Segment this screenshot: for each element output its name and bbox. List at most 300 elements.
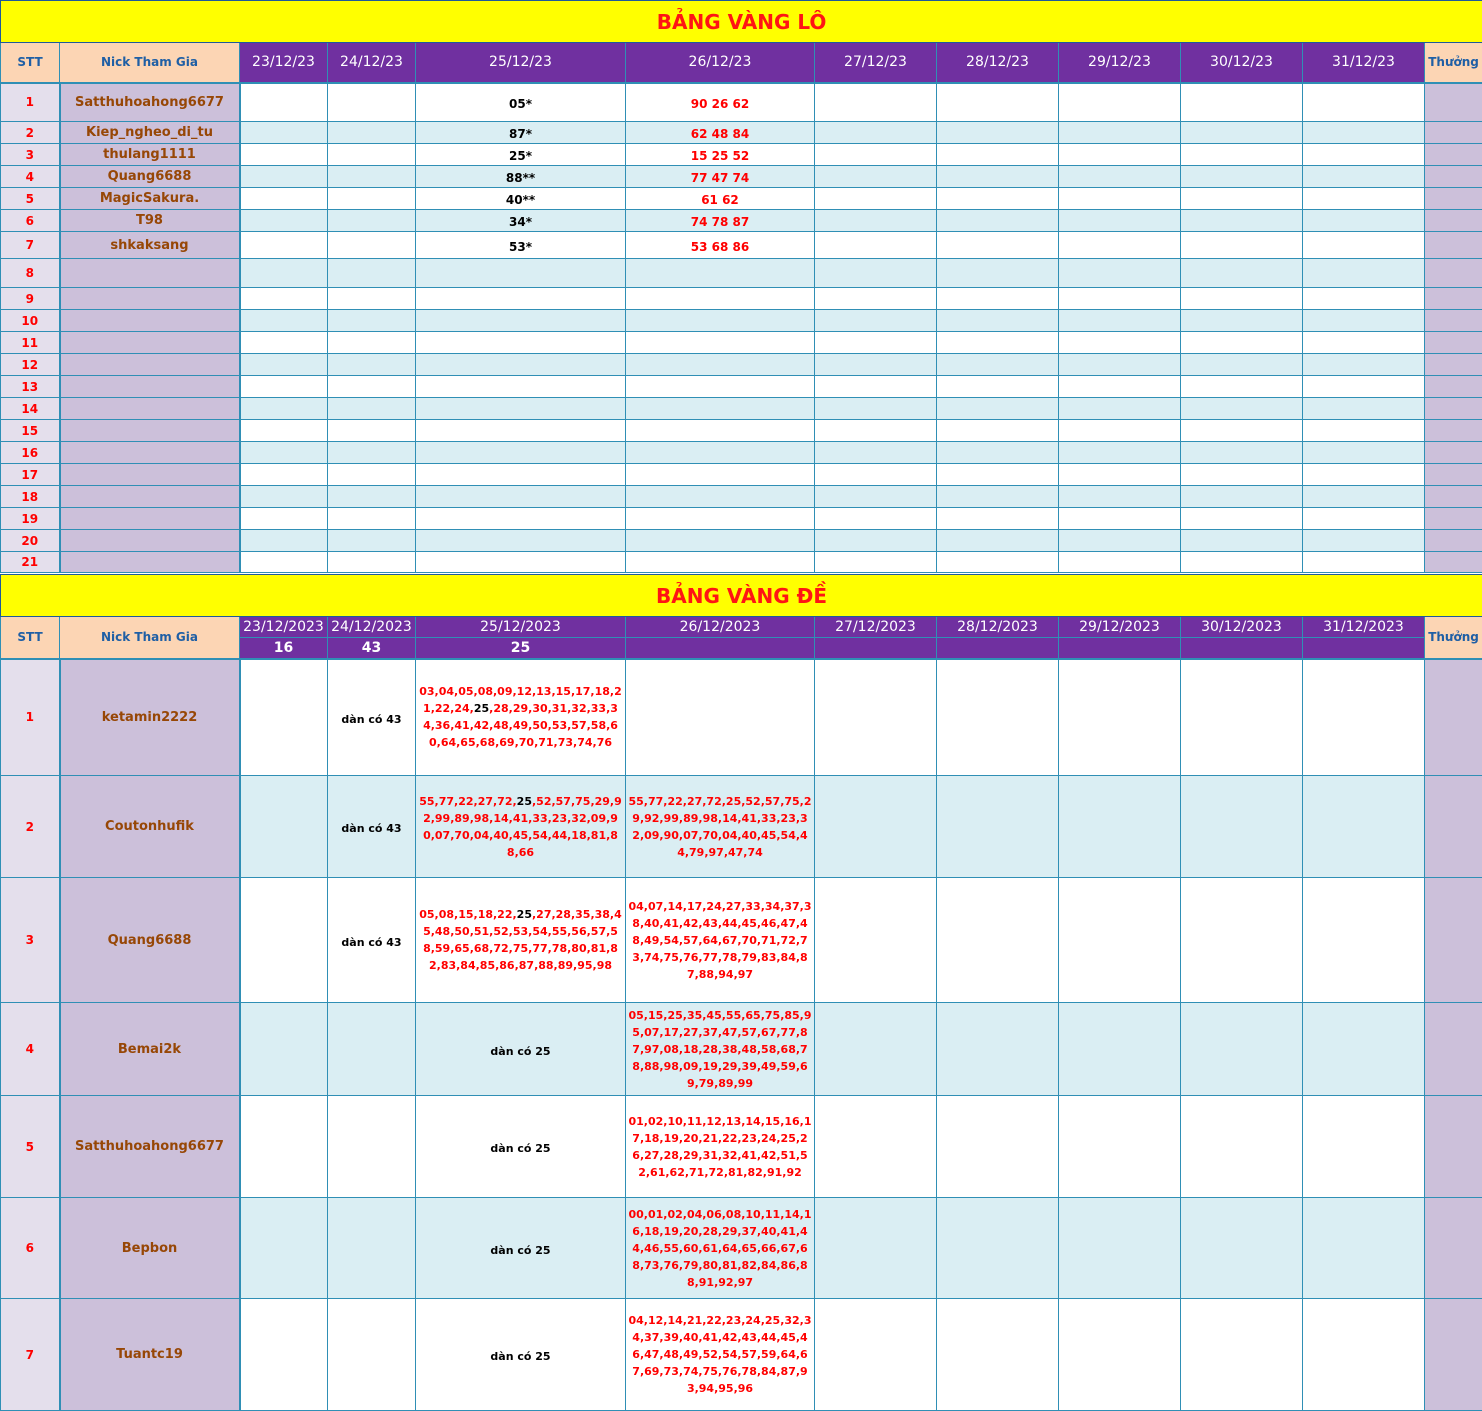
pick-cell[interactable] (1059, 354, 1181, 376)
pick-cell[interactable] (240, 354, 328, 376)
thuong-cell (1425, 1003, 1482, 1096)
pick-cell[interactable] (815, 1198, 937, 1299)
stt-cell: 8 (1, 259, 60, 288)
pick-cell[interactable] (1059, 232, 1181, 259)
thuong-cell (1425, 442, 1482, 464)
pick-cell[interactable] (626, 420, 815, 442)
pick-cell[interactable] (815, 486, 937, 508)
pick-cell[interactable] (240, 878, 328, 1003)
pick-cell[interactable] (1181, 486, 1303, 508)
pick-cell[interactable] (1181, 659, 1303, 776)
pick-cell[interactable] (626, 442, 815, 464)
pick-cell[interactable] (416, 776, 626, 878)
pick-cell[interactable] (1059, 1299, 1181, 1411)
pick-cell[interactable] (626, 288, 815, 310)
pick-cell[interactable] (240, 210, 328, 232)
pick-cell[interactable] (240, 442, 328, 464)
thuong-cell (1425, 1299, 1482, 1411)
pick-cell[interactable] (1303, 420, 1425, 442)
pick-cell[interactable] (626, 1198, 815, 1299)
stt-cell: 16 (1, 442, 60, 464)
table-row (1, 878, 1482, 1003)
table-row (1, 232, 1482, 259)
pick-cell[interactable] (1181, 1003, 1303, 1096)
pick-cell[interactable] (328, 122, 416, 144)
pick-cell[interactable] (1303, 442, 1425, 464)
table-row (1, 144, 1482, 166)
pick-cell[interactable] (328, 398, 416, 420)
pick-cell[interactable] (240, 776, 328, 878)
stt-cell: 3 (1, 144, 60, 166)
pick-cell[interactable] (328, 464, 416, 486)
pick-cell[interactable] (416, 210, 626, 232)
pick-cell[interactable] (328, 166, 416, 188)
pick-cell[interactable] (937, 486, 1059, 508)
pick-cell[interactable] (815, 376, 937, 398)
pick-note: dàn có 43 (341, 712, 402, 726)
pick-cell[interactable] (815, 354, 937, 376)
pick-cell[interactable] (1059, 1198, 1181, 1299)
pick-cell[interactable] (937, 398, 1059, 420)
pick-cell[interactable] (240, 376, 328, 398)
pick-cell[interactable] (815, 232, 937, 259)
pick-cell[interactable] (1059, 188, 1181, 210)
pick-cell[interactable] (815, 878, 937, 1003)
pick-cell[interactable] (1059, 1003, 1181, 1096)
pick-cell[interactable] (1181, 259, 1303, 288)
pick-cell[interactable] (815, 1096, 937, 1198)
pick-cell[interactable] (1181, 232, 1303, 259)
pick-cell[interactable] (240, 83, 328, 122)
pick-cell[interactable] (1303, 83, 1425, 122)
thuong-cell (1425, 259, 1482, 288)
pick-cell[interactable] (1303, 188, 1425, 210)
pick-cell[interactable] (416, 188, 626, 210)
pick-cell[interactable] (937, 659, 1059, 776)
pick-cell[interactable] (1303, 1096, 1425, 1198)
pick-cell[interactable] (416, 420, 626, 442)
pick-cell[interactable] (937, 1198, 1059, 1299)
pick-cell[interactable] (815, 442, 937, 464)
pick-cell[interactable] (240, 1198, 328, 1299)
pick-cell[interactable] (815, 530, 937, 552)
pick-cell[interactable] (626, 83, 815, 122)
pick-cell[interactable] (815, 464, 937, 486)
stt-cell: 5 (1, 1096, 60, 1198)
pick-cell[interactable] (1059, 376, 1181, 398)
pick-cell[interactable] (416, 83, 626, 122)
pick-numbers: 04,07,14,17,24,27,33,34,37,38,40,41,42,43,44,45,46,47,48,49,54,57,64,67,70,71,72,73,74,75,76,77,78,79,83,84,87,88,94,97 (628, 899, 812, 981)
pick-cell[interactable] (240, 1096, 328, 1198)
pick-cell[interactable] (1303, 552, 1425, 573)
pick-cell[interactable] (626, 310, 815, 332)
stt-cell: 14 (1, 398, 60, 420)
stt-cell: 1 (1, 659, 60, 776)
pick-cell[interactable] (328, 552, 416, 573)
pick-cell[interactable] (1059, 486, 1181, 508)
lo-title: BẢNG VÀNG LÔ (1, 1, 1482, 43)
pick-cell[interactable] (1181, 552, 1303, 573)
nick-cell: ketamin2222 (60, 659, 240, 776)
pick-cell[interactable] (240, 166, 328, 188)
pick-cell[interactable] (1181, 776, 1303, 878)
pick-cell[interactable] (626, 232, 815, 259)
pick-cell[interactable] (626, 659, 815, 776)
pick-cell[interactable] (626, 1299, 815, 1411)
nick-cell: Satthuhoahong6677 (60, 1096, 240, 1198)
pick-cell[interactable] (1181, 144, 1303, 166)
pick-cell[interactable] (416, 398, 626, 420)
pick-cell[interactable] (937, 376, 1059, 398)
pick-cell[interactable] (815, 1299, 937, 1411)
pick-cell[interactable] (1181, 508, 1303, 530)
pick-cell[interactable] (416, 659, 626, 776)
stt-cell: 19 (1, 508, 60, 530)
pick-cell[interactable] (1059, 259, 1181, 288)
nick-cell (60, 508, 240, 530)
pick-cell[interactable] (1181, 310, 1303, 332)
pick-cell[interactable] (937, 420, 1059, 442)
pick-cell[interactable] (1059, 776, 1181, 878)
pick-cell[interactable] (1181, 1096, 1303, 1198)
pick-cell[interactable] (240, 122, 328, 144)
pick-cell[interactable] (1059, 530, 1181, 552)
pick-cell[interactable] (328, 259, 416, 288)
date-header: 27/12/2023 (815, 617, 937, 638)
pick-cell[interactable] (1303, 376, 1425, 398)
pick-cell[interactable] (1303, 530, 1425, 552)
pick-cell[interactable] (937, 83, 1059, 122)
nick-cell (60, 464, 240, 486)
pick-cell[interactable] (240, 508, 328, 530)
table-row (1, 288, 1482, 310)
pick-cell[interactable] (937, 464, 1059, 486)
pick-cell[interactable] (1059, 1096, 1181, 1198)
stt-cell: 21 (1, 552, 60, 573)
pick-cell[interactable] (1181, 83, 1303, 122)
pick-cell[interactable] (937, 332, 1059, 354)
table-row (1, 552, 1482, 573)
stt-cell: 9 (1, 288, 60, 310)
pick-cell[interactable] (815, 659, 937, 776)
pick-cell[interactable] (626, 354, 815, 376)
pick-cell[interactable] (1303, 354, 1425, 376)
pick-cell[interactable] (416, 1198, 626, 1299)
pick-cell[interactable] (815, 420, 937, 442)
pick-cell[interactable] (1059, 464, 1181, 486)
pick-cell[interactable] (416, 1003, 626, 1096)
pick-cell[interactable] (240, 332, 328, 354)
pick-cell[interactable] (937, 1096, 1059, 1198)
pick-cell[interactable] (626, 144, 815, 166)
nick-cell (60, 442, 240, 464)
pick-cell[interactable] (240, 464, 328, 486)
pick-cell[interactable] (1059, 552, 1181, 573)
pick-cell[interactable] (416, 442, 626, 464)
pick-cell[interactable] (328, 354, 416, 376)
pick-cell[interactable] (240, 188, 328, 210)
pick-cell[interactable] (937, 122, 1059, 144)
pick-value: 05* (509, 96, 532, 111)
pick-cell[interactable] (1303, 166, 1425, 188)
pick-cell[interactable] (328, 376, 416, 398)
pick-cell[interactable] (416, 464, 626, 486)
pick-cell[interactable] (626, 464, 815, 486)
thuong-cell (1425, 354, 1482, 376)
pick-cell[interactable] (1303, 210, 1425, 232)
pick-cell[interactable] (626, 188, 815, 210)
pick-cell[interactable] (626, 1096, 815, 1198)
pick-cell[interactable] (240, 1003, 328, 1096)
pick-cell[interactable] (815, 310, 937, 332)
pick-cell[interactable] (240, 398, 328, 420)
pick-cell[interactable] (1181, 878, 1303, 1003)
pick-cell[interactable] (1303, 332, 1425, 354)
pick-cell[interactable] (1303, 878, 1425, 1003)
pick-cell[interactable] (240, 310, 328, 332)
pick-cell[interactable] (1059, 310, 1181, 332)
pick-cell[interactable] (815, 188, 937, 210)
pick-cell[interactable] (328, 659, 416, 776)
pick-cell[interactable] (1303, 259, 1425, 288)
pick-cell[interactable] (937, 442, 1059, 464)
pick-cell[interactable] (626, 259, 815, 288)
pick-cell[interactable] (1303, 776, 1425, 878)
pick-cell[interactable] (937, 552, 1059, 573)
pick-cell[interactable] (240, 1299, 328, 1411)
pick-cell[interactable] (626, 210, 815, 232)
pick-cell[interactable] (416, 332, 626, 354)
pick-numbers: 00,01,02,04,06,08,10,11,14,16,18,19,20,28,29,37,40,41,44,46,55,60,61,64,65,66,67,68,73,76,79,80,81,82,84,86,88,91,92,97 (628, 1207, 812, 1289)
pick-cell[interactable] (937, 1299, 1059, 1411)
pick-cell[interactable] (1181, 1198, 1303, 1299)
pick-cell[interactable] (815, 552, 937, 573)
pick-cell[interactable] (416, 878, 626, 1003)
pick-cell[interactable] (937, 166, 1059, 188)
pick-cell[interactable] (240, 552, 328, 573)
pick-cell[interactable] (328, 1198, 416, 1299)
pick-cell[interactable] (416, 166, 626, 188)
pick-cell[interactable] (1303, 122, 1425, 144)
pick-cell[interactable] (626, 486, 815, 508)
pick-cell[interactable] (328, 232, 416, 259)
pick-cell[interactable] (937, 232, 1059, 259)
pick-cell[interactable] (937, 530, 1059, 552)
thuong-cell (1425, 288, 1482, 310)
pick-cell[interactable] (1303, 464, 1425, 486)
pick-cell[interactable] (1181, 332, 1303, 354)
pick-cell[interactable] (815, 508, 937, 530)
pick-cell[interactable] (1303, 659, 1425, 776)
pick-cell[interactable] (815, 1003, 937, 1096)
pick-cell[interactable] (240, 288, 328, 310)
pick-cell[interactable] (815, 83, 937, 122)
pick-cell[interactable] (328, 310, 416, 332)
pick-cell[interactable] (1059, 210, 1181, 232)
pick-cell[interactable] (815, 166, 937, 188)
pick-cell[interactable] (328, 442, 416, 464)
pick-cell[interactable] (1303, 1299, 1425, 1411)
pick-note: dàn có 43 (341, 935, 402, 949)
pick-cell[interactable] (328, 1096, 416, 1198)
pick-cell[interactable] (240, 232, 328, 259)
pick-cell[interactable] (240, 420, 328, 442)
pick-cell[interactable] (328, 1003, 416, 1096)
pick-cell[interactable] (416, 1299, 626, 1411)
pick-cell[interactable] (1303, 1198, 1425, 1299)
pick-cell[interactable] (240, 659, 328, 776)
pick-cell[interactable] (1181, 376, 1303, 398)
pick-cell[interactable] (1059, 144, 1181, 166)
pick-cell[interactable] (328, 188, 416, 210)
pick-cell[interactable] (328, 144, 416, 166)
pick-cell[interactable] (416, 144, 626, 166)
pick-cell[interactable] (937, 144, 1059, 166)
pick-cell[interactable] (626, 332, 815, 354)
pick-cell[interactable] (937, 288, 1059, 310)
pick-cell[interactable] (937, 310, 1059, 332)
pick-cell[interactable] (416, 259, 626, 288)
pick-cell[interactable] (1181, 122, 1303, 144)
pick-cell[interactable] (328, 210, 416, 232)
pick-cell[interactable] (1181, 420, 1303, 442)
pick-cell[interactable] (1181, 442, 1303, 464)
pick-cell[interactable] (1059, 659, 1181, 776)
pick-cell[interactable] (240, 486, 328, 508)
pick-cell[interactable] (416, 232, 626, 259)
pick-cell[interactable] (328, 420, 416, 442)
pick-cell[interactable] (328, 83, 416, 122)
pick-cell[interactable] (1303, 398, 1425, 420)
pick-cell[interactable] (626, 1003, 815, 1096)
pick-cell[interactable] (1059, 442, 1181, 464)
pick-cell[interactable] (1303, 508, 1425, 530)
pick-cell[interactable] (937, 188, 1059, 210)
pick-cell[interactable] (328, 486, 416, 508)
pick-cell[interactable] (937, 776, 1059, 878)
pick-cell[interactable] (1181, 210, 1303, 232)
pick-cell[interactable] (1303, 144, 1425, 166)
pick-cell[interactable] (626, 776, 815, 878)
pick-cell[interactable] (937, 354, 1059, 376)
table-row (1, 659, 1482, 776)
pick-cell[interactable] (815, 259, 937, 288)
pick-cell[interactable] (416, 288, 626, 310)
stt-cell: 5 (1, 188, 60, 210)
pick-cell[interactable] (416, 122, 626, 144)
pick-cell[interactable] (1059, 508, 1181, 530)
pick-cell[interactable] (937, 508, 1059, 530)
pick-cell[interactable] (240, 259, 328, 288)
pick-cell[interactable] (1059, 332, 1181, 354)
pick-cell[interactable] (1181, 530, 1303, 552)
pick-cell[interactable] (1181, 1299, 1303, 1411)
pick-cell[interactable] (328, 1299, 416, 1411)
pick-cell[interactable] (328, 332, 416, 354)
pick-cell[interactable] (328, 776, 416, 878)
date-header: 29/12/2023 (1059, 617, 1181, 638)
pick-cell[interactable] (1181, 166, 1303, 188)
thuong-cell (1425, 210, 1482, 232)
pick-cell[interactable] (1181, 188, 1303, 210)
pick-cell[interactable] (416, 376, 626, 398)
nick-cell: Quang6688 (60, 166, 240, 188)
pick-cell[interactable] (626, 398, 815, 420)
pick-cell[interactable] (1303, 232, 1425, 259)
pick-cell[interactable] (626, 508, 815, 530)
pick-cell[interactable] (1059, 288, 1181, 310)
table-row (1, 376, 1482, 398)
pick-cell[interactable] (626, 878, 815, 1003)
pick-cell[interactable] (626, 376, 815, 398)
pick-cell[interactable] (937, 259, 1059, 288)
pick-cell[interactable] (626, 552, 815, 573)
pick-cell[interactable] (416, 508, 626, 530)
pick-cell[interactable] (240, 144, 328, 166)
stt-cell: 4 (1, 1003, 60, 1096)
date-header: 30/12/2023 (1181, 617, 1303, 638)
pick-cell[interactable] (626, 530, 815, 552)
pick-cell[interactable] (328, 288, 416, 310)
pick-cell[interactable] (937, 1003, 1059, 1096)
pick-cell[interactable] (815, 398, 937, 420)
pick-cell[interactable] (815, 288, 937, 310)
pick-cell[interactable] (328, 530, 416, 552)
pick-cell[interactable] (1303, 1003, 1425, 1096)
date-header: 26/12/2023 (626, 617, 815, 638)
pick-cell[interactable] (240, 530, 328, 552)
pick-cell[interactable] (1181, 398, 1303, 420)
pick-cell[interactable] (815, 144, 937, 166)
pick-cell[interactable] (1303, 288, 1425, 310)
pick-cell[interactable] (815, 776, 937, 878)
table-row (1, 530, 1482, 552)
pick-cell[interactable] (416, 1096, 626, 1198)
pick-cell[interactable] (416, 310, 626, 332)
pick-cell[interactable] (416, 552, 626, 573)
pick-cell[interactable] (1303, 310, 1425, 332)
pick-cell[interactable] (1059, 122, 1181, 144)
pick-cell[interactable] (626, 122, 815, 144)
pick-cell[interactable] (328, 878, 416, 1003)
table-row (1, 442, 1482, 464)
pick-cell[interactable] (937, 878, 1059, 1003)
pick-cell[interactable] (1059, 878, 1181, 1003)
pick-cell[interactable] (937, 210, 1059, 232)
pick-cell[interactable] (815, 122, 937, 144)
pick-cell[interactable] (1181, 354, 1303, 376)
pick-cell[interactable] (328, 508, 416, 530)
pick-cell[interactable] (1059, 398, 1181, 420)
pick-cell[interactable] (1181, 464, 1303, 486)
pick-cell[interactable] (416, 530, 626, 552)
pick-cell[interactable] (626, 166, 815, 188)
nick-cell (60, 552, 240, 573)
pick-cell[interactable] (416, 486, 626, 508)
pick-cell[interactable] (815, 210, 937, 232)
pick-cell[interactable] (1303, 486, 1425, 508)
pick-cell[interactable] (1181, 288, 1303, 310)
date-header: 31/12/23 (1303, 43, 1425, 83)
pick-cell[interactable] (815, 332, 937, 354)
pick-numbers-part: ,52,57,75,29,92,99,89,98,14,41,33,23,32,09,90,07,70,04,40,45,54,44,18,81,88,66 (423, 794, 622, 859)
pick-cell[interactable] (1059, 166, 1181, 188)
pick-cell[interactable] (1059, 420, 1181, 442)
pick-cell[interactable] (1059, 83, 1181, 122)
table-row (1, 464, 1482, 486)
pick-cell[interactable] (416, 354, 626, 376)
nick-cell: Satthuhoahong6677 (60, 83, 240, 122)
